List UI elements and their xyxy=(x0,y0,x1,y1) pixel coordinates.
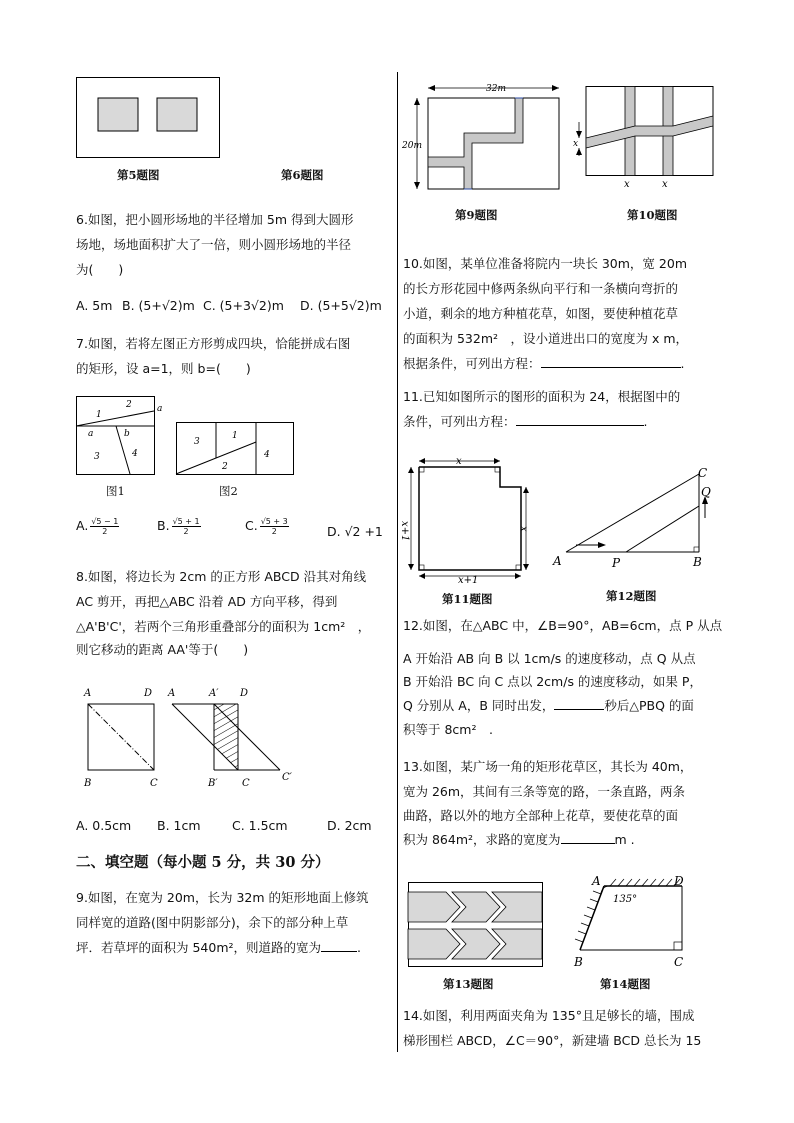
fig12-label-Q: Q xyxy=(701,485,711,499)
q6-line3: 为( ) xyxy=(76,262,124,277)
fig7-label-a: a xyxy=(88,429,94,439)
figure-5 xyxy=(76,77,221,159)
figure-12 xyxy=(548,462,718,572)
q13-line1: 13.如图，某广场一角的矩形花草区，其长为 40m， xyxy=(403,759,693,774)
figure-13-caption: 第13题图 xyxy=(443,977,494,991)
q8-line1: 8.如图，将边长为 2cm 的正方形 ABCD 沿其对角线 xyxy=(76,569,367,584)
fig14-label-C: C xyxy=(674,955,684,969)
q13-answer-blank xyxy=(561,829,615,844)
q6-option-d: D. (5+5√2)m xyxy=(300,298,382,313)
fig10-label-x-1: x xyxy=(624,179,630,190)
q9-line2: 同样宽的道路(图中阴影部分)，余下的部分种上草 xyxy=(76,915,349,930)
figure-10 xyxy=(575,86,715,190)
figure-11-caption: 第11题图 xyxy=(442,592,493,606)
q11-line1: 11.已知如图所示的图形的面积为 24，根据图中的 xyxy=(403,389,681,404)
fig11-label-x1-bottom: x+1 xyxy=(458,575,479,586)
q7-line2: 的矩形，设 a=1，则 b=( ) xyxy=(76,361,251,376)
q14-line2: 梯形围栏 ABCD，∠C＝90°，新建墙 BCD 总长为 15 xyxy=(403,1033,702,1048)
fig12-label-A: A xyxy=(553,554,562,568)
fig12-label-B: B xyxy=(693,555,702,569)
q13-line2: 宽为 26m，其间有三条等宽的路，一条直路，两条 xyxy=(403,784,686,799)
q11-answer-blank xyxy=(516,411,644,426)
fig7-label-1: 1 xyxy=(96,410,102,420)
figure-10-caption: 第10题图 xyxy=(627,208,678,222)
q9-line3: 坪．若草坪的面积为 540m²，则道路的宽为 . xyxy=(76,936,361,960)
fig8-label-A-prime: A′ xyxy=(209,688,219,699)
figure-7-square xyxy=(76,396,166,476)
q8-line2: AC 剪开，再把△ABC 沿着 AD 方向平移，得到 xyxy=(76,594,338,609)
q10-line1: 10.如图，某单位准备将院内一块长 30m，宽 20m xyxy=(403,256,687,271)
q11-line2: 条件，可列出方程： . xyxy=(403,410,648,434)
q8-option-b: B. 1cm xyxy=(157,818,201,833)
q9-line1: 9.如图，在宽为 20m，长为 32m 的矩形地面上修筑 xyxy=(76,890,369,905)
fig7-label-2: 2 xyxy=(126,400,132,410)
figure-13 xyxy=(408,882,544,970)
fig10-label-x-left: x xyxy=(573,139,579,149)
fig7-label-b: b xyxy=(124,429,130,439)
figure-11 xyxy=(399,455,536,586)
q6-line1: 6.如图，把小圆形场地的半径增加 5m 得到大圆形 xyxy=(76,212,354,227)
q12-line1: 12.如图，在△ABC 中，∠B=90°，AB=6cm，点 P 从点 xyxy=(403,618,723,633)
q6-option-c: C. (5+3√2)m xyxy=(203,298,284,313)
q7-option-a: A. $\frac{√5 - 1}{2}$ xyxy=(76,517,119,536)
q8-line3: △A'B'C'，若两个三角形重叠部分的面积为 1cm² ， xyxy=(76,619,371,634)
q14-line1: 14.如图，利用两面夹角为 135°且足够长的墙，围成 xyxy=(403,1008,695,1023)
figure-6-caption: 第6题图 xyxy=(281,168,324,182)
figure-7a-caption: 图1 xyxy=(106,484,125,498)
fig8-label-C-right: C xyxy=(242,778,250,789)
q9-answer-blank xyxy=(321,937,357,952)
fig8-label-B-prime: B′ xyxy=(208,778,218,789)
fig7b-label-4: 4 xyxy=(264,450,270,460)
figure-8 xyxy=(80,683,300,793)
fig9-label-length: 32m xyxy=(486,84,506,94)
q10-line2: 的长方形花园中修两条纵向平行和一条横向弯折的 xyxy=(403,281,679,296)
column-divider xyxy=(397,72,398,1052)
fig7b-label-3: 3 xyxy=(194,437,200,447)
q13-line3: 曲路，路以外的地方全部种上花草，要使花草的面 xyxy=(403,808,679,823)
fig12-label-C: C xyxy=(698,466,708,480)
fig11-label-x1-left: x+1 xyxy=(399,521,410,542)
fig9-label-width: 20m xyxy=(402,141,422,151)
q12-line2: A 开始沿 AB 向 B 以 1cm/s 的速度移动，点 Q 从点 xyxy=(403,651,696,666)
fig12-label-P: P xyxy=(612,556,621,570)
q12-line4: Q 分别从 A，B 同时出发， 秒后△PBQ 的面 xyxy=(403,694,694,718)
section-2-title: 二、填空题（每小题 5 分，共 30 分） xyxy=(76,854,330,871)
fig8-label-D: D xyxy=(144,688,153,699)
fig8-label-C: C xyxy=(150,778,158,789)
q7-option-b: B. $\frac{√5 + 1}{2}$ xyxy=(157,517,200,536)
fig14-label-A: A xyxy=(592,874,601,888)
q10-line5: 根据条件，可列出方程： . xyxy=(403,352,685,376)
q12-line5: 积等于 8cm² . xyxy=(403,722,493,737)
figure-9-caption: 第9题图 xyxy=(455,208,498,222)
q10-line3: 小道，剩余的地方种植花草，如图，要使种植花草 xyxy=(403,306,679,321)
figure-9 xyxy=(402,82,562,194)
fig7b-label-2: 2 xyxy=(222,462,228,472)
q6-option-a: A. 5m xyxy=(76,298,113,313)
fig8-label-B: B xyxy=(84,778,92,789)
figure-14-caption: 第14题图 xyxy=(600,977,651,991)
q7-option-c: C. $\frac{√5 + 3}{2}$ xyxy=(245,517,288,536)
q8-option-a: A. 0.5cm xyxy=(76,818,132,833)
figure-12-caption: 第12题图 xyxy=(606,589,657,603)
fig7-label-4: 4 xyxy=(132,449,138,459)
fig8-label-D-right: D xyxy=(240,688,249,699)
q10-line4: 的面积为 532m² ，设小道进出口的宽度为 x m， xyxy=(403,331,689,346)
fig8-label-A-right: A xyxy=(168,688,176,699)
q6-option-b: B. (5+√2)m xyxy=(122,298,195,313)
fig14-label-D: D xyxy=(674,874,684,888)
fig7b-label-1: 1 xyxy=(232,431,238,441)
figure-7-rectangle xyxy=(176,422,296,476)
fig8-label-A: A xyxy=(84,688,92,699)
figure-7b-caption: 图2 xyxy=(219,484,238,498)
q7-line1: 7.如图，若将左图正方形剪成四块，恰能拼成右图 xyxy=(76,336,351,351)
q8-line4: 则它移动的距离 AA'等于( ) xyxy=(76,642,249,657)
fig7-label-3: 3 xyxy=(94,452,100,462)
fig14-label-B: B xyxy=(574,955,583,969)
q10-answer-blank xyxy=(541,353,681,368)
figure-14 xyxy=(560,874,710,970)
q7-option-d: D. √2 +1 xyxy=(327,524,383,539)
fig14-angle: 135° xyxy=(613,894,638,905)
fig8-label-C-prime: C′ xyxy=(282,772,292,783)
q8-option-d: D. 2cm xyxy=(327,818,372,833)
fig11-label-x-top: x xyxy=(456,456,462,467)
q12-answer-blank xyxy=(554,695,604,710)
q8-option-c: C. 1.5cm xyxy=(232,818,288,833)
figure-5-caption: 第5题图 xyxy=(117,168,160,182)
q13-line4: 积为 864m²，求路的宽度为 m . xyxy=(403,828,635,852)
q12-line3: B 开始沿 BC 向 C 点以 2cm/s 的速度移动，如果 P， xyxy=(403,674,702,689)
q6-line2: 场地，场地面积扩大了一倍，则小圆形场地的半径 xyxy=(76,237,352,252)
fig11-label-x-right: x xyxy=(518,526,529,532)
fig10-label-x-2: x xyxy=(662,179,668,190)
fig7-label-a-right: a xyxy=(157,404,163,414)
